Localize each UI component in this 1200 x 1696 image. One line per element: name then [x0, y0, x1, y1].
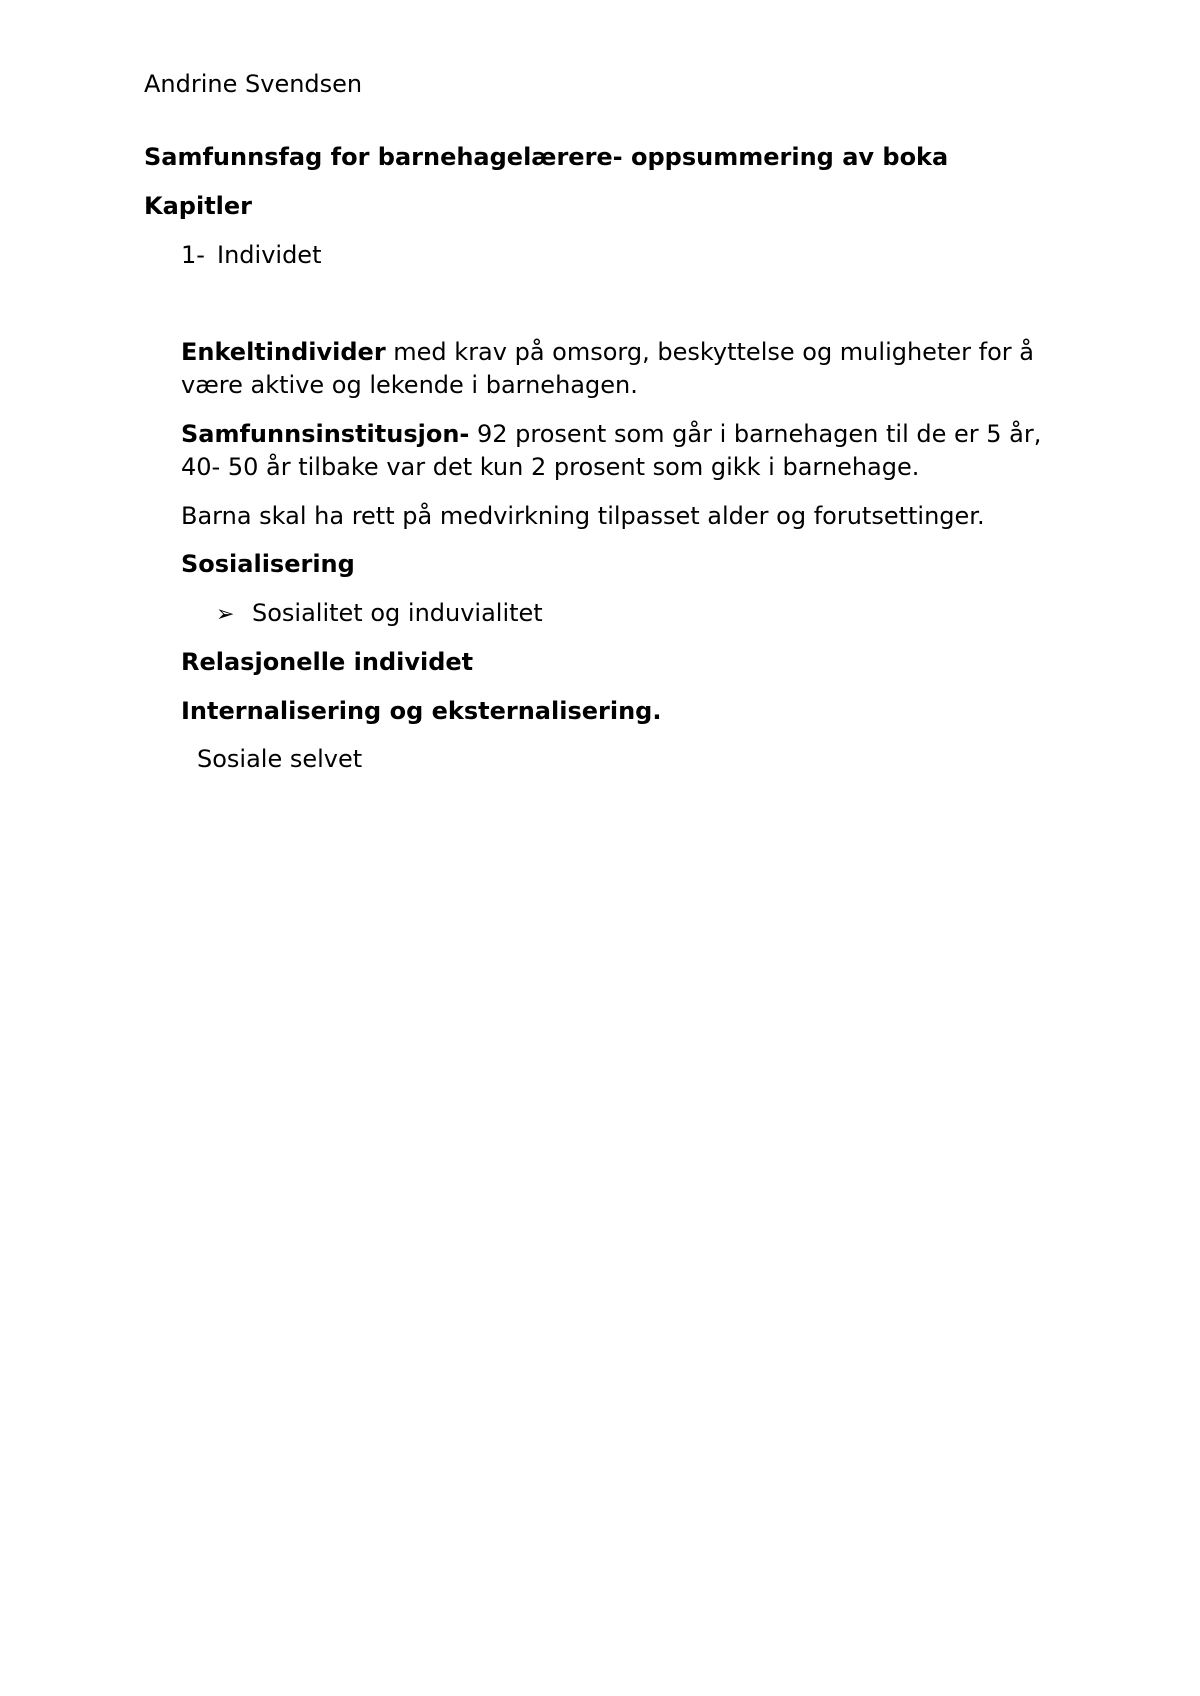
- bullet-list-item: [216, 597, 543, 631]
- paragraph-enkeltindivider-line-2: være aktive og lekende i barnehagen.: [181, 371, 638, 399]
- paragraph-samfunnsinstitusjon-line-1: [181, 418, 1041, 450]
- heading-relasjonelle-individet: Relasjonelle individet: [181, 648, 474, 676]
- paragraph-text: 92 prosent som går i barnehagen til de er 5 år,: [469, 420, 1042, 448]
- heading-internalisering: Internalisering og eksternalisering.: [181, 697, 662, 725]
- chapter-list-item: [181, 239, 321, 271]
- paragraph-samfunnsinstitusjon-line-2: 40- 50 år tilbake var det kun 2 prosent som gikk i barnehage.: [181, 453, 920, 481]
- text-sosiale-selvet: Sosiale selvet: [197, 745, 363, 773]
- heading-sosialisering: Sosialisering: [181, 550, 355, 578]
- term-enkeltindivider: Enkeltindivider: [181, 338, 386, 366]
- paragraph-medvirkning: Barna skal ha rett på medvirkning tilpasset alder og forutsettinger.: [181, 502, 985, 530]
- chapter-number: 1-: [181, 241, 205, 269]
- author-name: Andrine Svendsen: [144, 70, 363, 98]
- term-samfunnsinstitusjon: Samfunnsinstitusjon-: [181, 420, 470, 448]
- paragraph-enkeltindivider-line-1: [181, 336, 1034, 368]
- chapters-heading: Kapitler: [144, 192, 253, 220]
- arrow-bullet-icon: ➢: [216, 602, 235, 627]
- paragraph-text: med krav på omsorg, beskyttelse og muligheter for å: [385, 338, 1034, 366]
- chapter-name: Individet: [217, 241, 322, 269]
- bullet-text: Sosialitet og induvialitet: [252, 599, 543, 627]
- document-title: Samfunnsfag for barnehagelærere- oppsummering av boka: [144, 143, 949, 171]
